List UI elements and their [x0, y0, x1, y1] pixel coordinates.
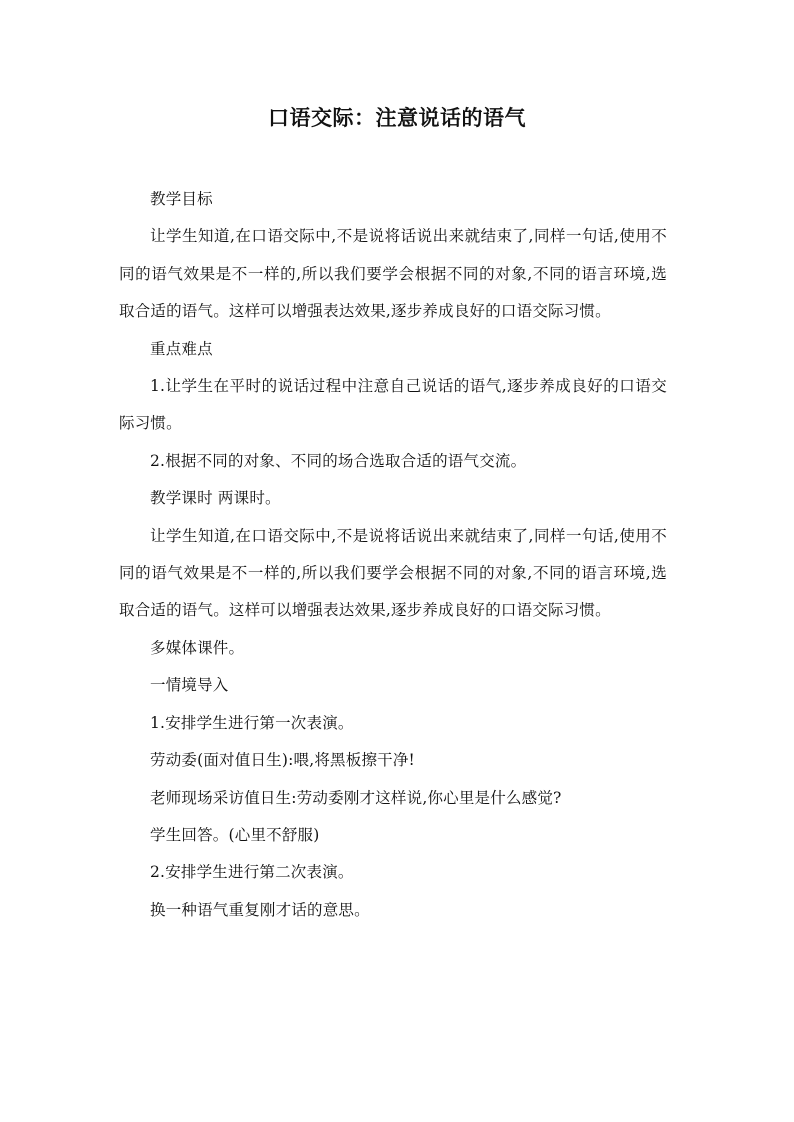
page-title: 口语交际：注意说话的语气 [268, 106, 526, 130]
paragraph-rephrase: 换一种语气重复刚才话的意思。 [150, 900, 370, 919]
paragraph-multimedia: 多媒体课件。 [150, 638, 245, 657]
section-heading-intro: 一情境导入 [150, 676, 229, 695]
paragraph-key-point-2: 2.根据不同的对象、不同的场合选取合适的语气交流。 [150, 451, 527, 470]
paragraph-dialogue-1: 劳动委(面对值日生):喂,将黑板擦干净! [150, 751, 415, 770]
paragraph-key-point-1: 1.让学生在平时的说话过程中注意自己说话的语气,逐步养成良好的口语交际习惯。 [119, 377, 667, 433]
paragraph-preparation: 让学生知道,在口语交际中,不是说将话说出来就结束了,同样一句话,使用不同的语气效果是不一样的,所以我们要学会根据不同的对象,不同的语言环境,选取合适的语气。这样可以增强表达效果,逐步养成良好的口语交际习惯。 [119, 526, 667, 620]
paragraph-step-1: 1.安排学生进行第一次表演。 [150, 713, 354, 732]
paragraph-student-answer: 学生回答。(心里不舒服) [150, 825, 320, 844]
section-heading-key-points: 重点难点 [150, 339, 213, 358]
paragraph-goals: 让学生知道,在口语交际中,不是说将话说出来就结束了,同样一句话,使用不同的语气效果是不一样的,所以我们要学会根据不同的对象,不同的语言环境,选取合适的语气。这样可以增强表达效果,逐步养成良好的口语交际习惯。 [119, 227, 667, 321]
paragraph-interview: 老师现场采访值日生:劳动委刚才这样说,你心里是什么感觉? [150, 788, 562, 807]
paragraph-class-hours: 教学课时 两课时。 [150, 489, 281, 508]
paragraph-step-2: 2.安排学生进行第二次表演。 [150, 863, 354, 882]
section-heading-goals: 教学目标 [150, 190, 213, 208]
document-body [119, 181, 667, 929]
